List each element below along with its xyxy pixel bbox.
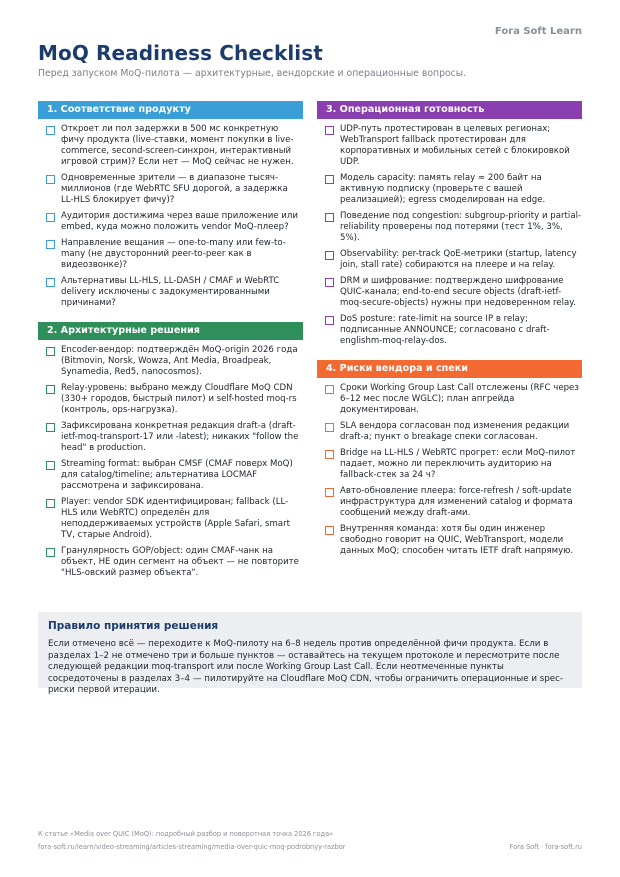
checklist-item <box>38 459 303 492</box>
checkbox[interactable] <box>325 126 334 135</box>
checklist-item <box>317 211 582 244</box>
item-text: Модель capacity: память relay ≈ 200 байт на активную подписку (проверьте с вашей реализацией); egress смоделирован на edge. <box>340 173 546 205</box>
checkbox[interactable] <box>46 423 55 432</box>
item-text: Поведение под congestion: subgroup-priority и partial-reliability проверены под потерями (тест 1%, 3%, 5%). <box>340 211 582 243</box>
checkbox[interactable] <box>46 499 55 508</box>
checklist-item <box>317 124 582 168</box>
checklist-item <box>317 421 582 443</box>
checklist-item <box>317 314 582 347</box>
checkbox[interactable] <box>46 175 55 184</box>
checkbox[interactable] <box>325 278 334 287</box>
checklist-item <box>38 497 303 541</box>
checkbox[interactable] <box>325 175 334 184</box>
footer-url[interactable]: fora-soft.ru/learn/video-streaming/articles-streaming/media-over-quic-moq-podrobnyy-razbor <box>38 843 346 851</box>
brand-name: Fora Soft Learn <box>494 26 582 37</box>
item-text: Авто-обновление плеера: force-refresh / soft-update инфраструктура для изменений catalog и формата сообщений между draft-ами. <box>340 486 573 518</box>
decision-rule-text: Если отмечено всё — переходите к MoQ-пилоту на 6–8 недель против определённой фичи продукта. Если в разделах 1–2 не отмечено три и больше пунктов — оставайтесь на текущем протоколе и пересмотрите после следующей редакции moq-transport или после Working Group Last Call. Если неотмеченные пункты сосредоточены в разделах 3–4 — пилотируйте на Cloudflare MoQ CDN, чтобы ограничить операционные и spec-риски первой итерации. <box>48 639 564 696</box>
item-text: Player: vendor SDK идентифицирован; fallback (LL-HLS или WebRTC) определён для неподдерживаемых устройств (Apple Safari, smart TV, старые Android). <box>61 497 291 540</box>
checkbox[interactable] <box>325 488 334 497</box>
checklist-item <box>317 249 582 271</box>
item-text: Альтернативы LL-HLS, LL-DASH / CMAF и WebRTC delivery исключены с задокументированными причинами? <box>61 276 280 308</box>
item-text: UDP-путь протестирован в целевых регионах; WebTransport fallback протестирован для корпоративных и мобильных сетей с блокировкой UDP. <box>340 124 570 167</box>
checkbox[interactable] <box>325 385 334 394</box>
item-text: Аудитория достижима через ваше приложение или embed, куда можно положить vendor MoQ-плеер? <box>61 211 298 232</box>
left-column <box>38 101 303 592</box>
item-text: Encoder-вендор: подтверждён MoQ-origin 2026 года (Bitmovin, Norsk, Wowza, Ant Media, Broadpeak, Synamedia, Red5, nanocosmos). <box>61 345 298 377</box>
section-operations <box>317 101 582 347</box>
checkbox[interactable] <box>46 213 55 222</box>
item-text: Зафиксирована конкретная редакция draft-a (draft-ietf-moq-transport-17 или -latest); никаких "follow the head" в production. <box>61 421 299 453</box>
item-text: Сроки Working Group Last Call отслежены (RFC через 6–12 мес после WGLC); план апгрейда документирован. <box>340 383 579 415</box>
checklist-item <box>317 448 582 481</box>
checklist-item <box>317 276 582 309</box>
checklist-item <box>38 211 303 233</box>
checkbox[interactable] <box>325 251 334 260</box>
footer-article: К статье «Media over QUIC (MoQ): подробный разбор и поворотная точка 2026 года» <box>38 830 334 838</box>
decision-rule-title: Правило принятия решения <box>48 620 219 632</box>
decision-rule-box <box>38 612 582 696</box>
checkbox[interactable] <box>325 526 334 535</box>
page-title: MoQ Readiness Checklist <box>38 41 323 65</box>
item-text: Observability: per-track QoE-метрики (startup, latency join, stall rate) собираются на плеере и на relay. <box>340 249 577 270</box>
item-text: Гранулярность GOP/object: один CMAF-чанк на объект, НЕ один сегмент на объект — не повторите "HLS-овский размер объекта". <box>61 546 299 578</box>
item-text: Streaming format: выбран CMSF (CMAF поверх MoQ) для catalog/timeline; альтернатива LOCMAF рассмотрена и зафиксирована. <box>61 459 293 491</box>
checklist-item <box>38 345 303 378</box>
item-text: DoS posture: rate-limit на source IP в relay; подписанные ANNOUNCE; согласовано с draft-englishm-moq-relay-dos. <box>340 314 550 346</box>
item-text: SLA вендора согласован под изменения редакции draft-a; пункт о breakage спеки согласован. <box>340 421 570 442</box>
item-text: Внутренняя команда: хотя бы один инженер свободно говорит на QUIC, WebTransport, модели данных MoQ; способен читать IETF draft напрямую. <box>340 524 574 556</box>
checklist-item <box>317 486 582 519</box>
checkbox[interactable] <box>46 461 55 470</box>
right-column <box>317 101 582 570</box>
section-product-fit <box>38 101 303 309</box>
item-text: DRM и шифрование: подтверждено шифрование QUIC-канала; end-to-end secure objects (draft-ietf-moq-secure-objects) нужны при недоверенном relay. <box>340 276 576 308</box>
item-text: Направление вещания — one-to-many или few-to-many (не двусторонний peer-to-peer как в видеозвонке)? <box>61 238 286 270</box>
checklist-item <box>317 383 582 416</box>
checklist-item <box>317 524 582 557</box>
checklist-item <box>38 421 303 454</box>
item-text: Откроет ли пол задержки в 500 мс конкретную фичу продукта (live-ставки, момент покупки в live-commerce, second-screen-синхрон, интерактивный игровой стрим)? Если нет — MoQ сейчас не нужен. <box>61 124 294 167</box>
checklist-item <box>38 383 303 416</box>
checklist-item <box>38 124 303 168</box>
checkbox[interactable] <box>325 213 334 222</box>
page-subtitle: Перед запуском MoQ-пилота — архитектурные, вендорские и операционные вопросы. <box>38 68 467 79</box>
section-heading: 2. Архитектурные решения <box>38 322 303 340</box>
checklist-item <box>38 546 303 579</box>
checkbox[interactable] <box>325 423 334 432</box>
checklist-item <box>38 238 303 271</box>
checkbox[interactable] <box>46 278 55 287</box>
checkbox[interactable] <box>46 385 55 394</box>
section-architecture <box>38 322 303 579</box>
checkbox[interactable] <box>325 316 334 325</box>
item-text: Relay-уровень: выбрано между Cloudflare MoQ CDN (330+ городов, быстрый пилот) и self-hosted moq-rs (контроль, ops-нагрузка). <box>61 383 297 415</box>
checkbox[interactable] <box>46 126 55 135</box>
item-text: Одновременные зрители — в диапазоне тысяч-миллионов (где WebRTC SFU дорогой, а задержка LL-HLS блокирует фичу)? <box>61 173 288 205</box>
section-vendor-risks <box>317 360 582 557</box>
checklist-item <box>38 276 303 309</box>
checkbox[interactable] <box>325 450 334 459</box>
checkbox[interactable] <box>46 548 55 557</box>
checkbox[interactable] <box>46 240 55 249</box>
section-heading: 4. Риски вендора и спеки <box>317 360 582 378</box>
section-heading: 3. Операционная готовность <box>317 101 582 119</box>
item-text: Bridge на LL-HLS / WebRTC прогрет: если MoQ-пилот падает, можно ли переключить аудиторию на fallback-стек за 24 ч? <box>340 448 576 480</box>
checklist-item <box>317 173 582 206</box>
footer-brand[interactable]: Fora Soft · fora-soft.ru <box>509 843 582 851</box>
checkbox[interactable] <box>46 347 55 356</box>
section-heading: 1. Соответствие продукту <box>38 101 303 119</box>
checklist-item <box>38 173 303 206</box>
